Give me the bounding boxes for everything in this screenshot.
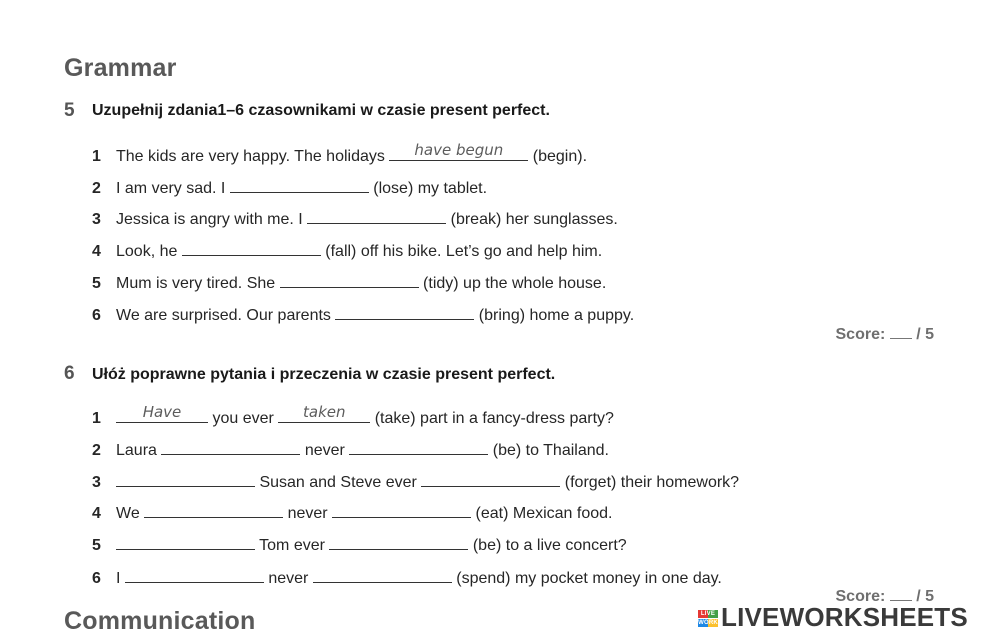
answer-blank-2[interactable] [278, 405, 370, 423]
item-number: 5 [92, 275, 101, 292]
item-text-before: We [116, 505, 145, 522]
item-text-before: I [116, 570, 125, 587]
item-text-after: (be) to a live concert? [468, 537, 627, 554]
item-text-middle: Susan and Steve ever [255, 474, 422, 491]
logo-block: LIVE [698, 610, 718, 618]
answer-blank-1[interactable] [161, 437, 300, 455]
answer-blank-2[interactable] [421, 469, 560, 487]
ex6-item-6 [92, 565, 722, 588]
item-number: 3 [92, 211, 101, 228]
logo-block: WORK [698, 620, 718, 627]
exercise-5-instruction: Uzupełnij zdania1–6 czasownikami w czasie present perfect. [92, 102, 550, 119]
exercise-5-number: 5 [64, 100, 75, 121]
item-text-after: (forget) their homework? [560, 474, 740, 491]
item-number: 4 [92, 505, 101, 522]
ex6-item-3 [92, 469, 739, 492]
answer-blank-1[interactable] [116, 532, 255, 550]
item-text-after: (lose) my tablet. [368, 180, 488, 197]
item-text-middle: Tom ever [255, 537, 330, 554]
section-heading-grammar: Grammar [64, 54, 177, 82]
score-label: Score: [835, 326, 886, 343]
item-text-after: (break) her sunglasses. [446, 211, 618, 228]
ex5-item-6 [92, 302, 634, 325]
answer-blank-1[interactable] [125, 565, 264, 583]
item-text-before: Look, he [116, 243, 182, 260]
item-text-middle: you ever [208, 410, 279, 427]
item-number: 3 [92, 474, 101, 491]
answer-blank[interactable] [389, 143, 528, 161]
ex6-item-2 [92, 437, 609, 460]
answer-blank-2[interactable] [329, 532, 468, 550]
item-number: 2 [92, 180, 101, 197]
item-text-after: (fall) off his bike. Let’s go and help him. [320, 243, 603, 260]
score-blank [890, 586, 912, 601]
liveworksheets-logo-icon [698, 610, 718, 628]
item-number: 1 [92, 410, 101, 427]
item-text-after: (begin). [528, 148, 588, 165]
item-number: 1 [92, 148, 101, 165]
item-text-after: (be) to Thailand. [488, 442, 609, 459]
answer-blank-1[interactable] [116, 405, 208, 423]
answer-blank[interactable] [335, 302, 474, 320]
item-text-before: The kids are very happy. The holidays [116, 148, 390, 165]
item-text-middle: never [263, 570, 313, 587]
handwritten-answer: taken [303, 403, 346, 421]
score-total: / 5 [916, 326, 934, 343]
ex6-item-1 [92, 405, 614, 428]
item-number: 6 [92, 570, 101, 587]
item-text-after: (tidy) up the whole house. [418, 275, 607, 292]
liveworksheets-watermark [698, 602, 968, 633]
answer-blank[interactable] [280, 270, 419, 288]
ex5-item-2 [92, 175, 487, 198]
item-number: 5 [92, 537, 101, 554]
answer-blank-2[interactable] [349, 437, 488, 455]
ex5-item-3 [92, 206, 618, 229]
ex5-item-5 [92, 270, 606, 293]
answer-blank[interactable] [230, 175, 369, 193]
handwritten-answer: Have [142, 403, 182, 421]
ex5-item-1 [92, 143, 587, 166]
answer-blank-1[interactable] [144, 500, 283, 518]
item-text-before: We are surprised. Our parents [116, 307, 336, 324]
handwritten-answer: have begun [414, 141, 504, 159]
ex6-item-4 [92, 500, 612, 523]
item-number: 2 [92, 442, 101, 459]
score-label: Score: [835, 588, 886, 605]
answer-blank[interactable] [182, 238, 321, 256]
item-text-before: Jessica is angry with me. I [116, 211, 308, 228]
section-heading-communication: Communication [64, 607, 256, 635]
score-total: / 5 [916, 588, 934, 605]
item-text-before: Mum is very tired. She [116, 275, 280, 292]
score-blank [890, 324, 912, 339]
answer-blank-2[interactable] [332, 500, 471, 518]
ex5-score [836, 324, 935, 344]
item-text-middle: never [283, 505, 333, 522]
item-number: 4 [92, 243, 101, 260]
item-text-middle: never [300, 442, 350, 459]
exercise-6-instruction: Ułóż poprawne pytania i przeczenia w czasie present perfect. [92, 366, 556, 383]
answer-blank[interactable] [307, 206, 446, 224]
item-text-before: I am very sad. I [116, 180, 230, 197]
exercise-6-number: 6 [64, 363, 75, 384]
ex5-item-4 [92, 238, 602, 261]
item-text-before: Laura [116, 442, 162, 459]
answer-blank-2[interactable] [313, 565, 452, 583]
answer-blank-1[interactable] [116, 469, 255, 487]
item-text-after: (eat) Mexican food. [471, 505, 613, 522]
item-text-after: (take) part in a fancy-dress party? [370, 410, 614, 427]
item-number: 6 [92, 307, 101, 324]
ex6-item-5 [92, 532, 627, 555]
item-text-after: (bring) home a puppy. [474, 307, 635, 324]
watermark-text: LIVEWORKSHEETS [721, 602, 968, 632]
item-text-after: (spend) my pocket money in one day. [451, 570, 722, 587]
